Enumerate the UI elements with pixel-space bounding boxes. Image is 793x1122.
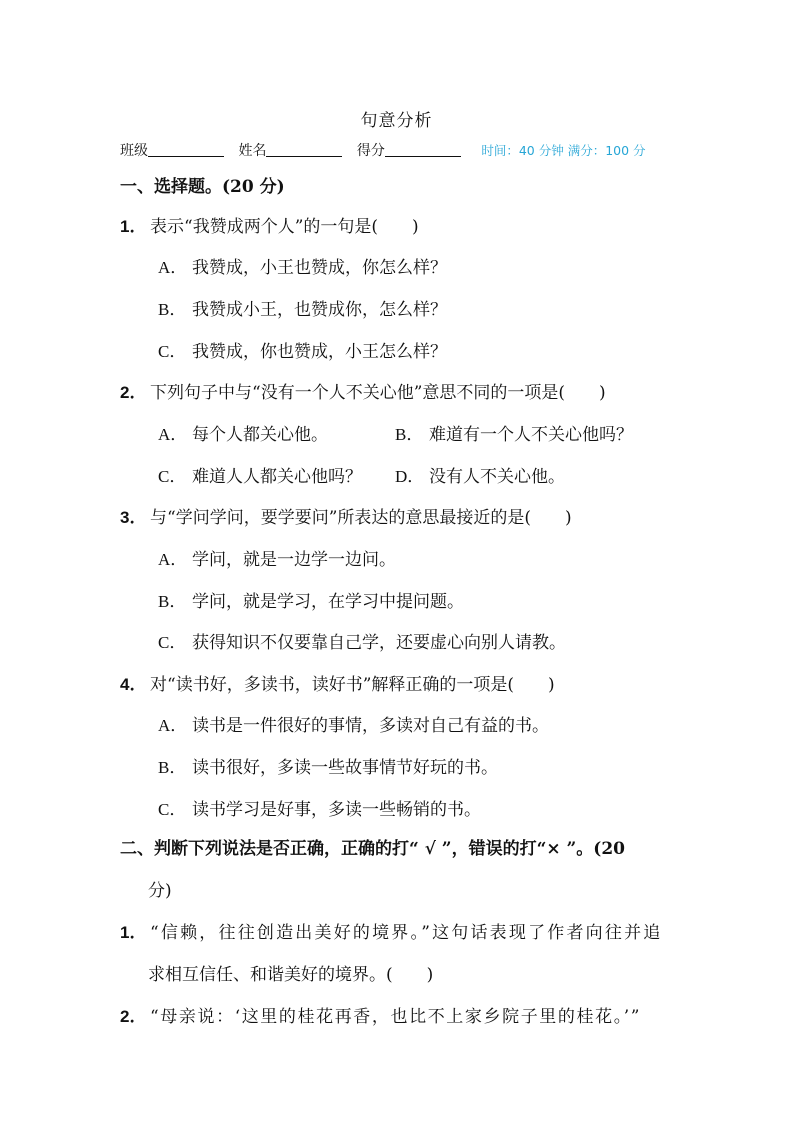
student-info-line (120, 140, 680, 162)
option-label: B． (395, 425, 424, 444)
question (120, 503, 572, 528)
class-blank[interactable] (148, 141, 224, 157)
name-blank[interactable] (266, 141, 342, 157)
name-label: 姓名 (238, 143, 267, 159)
question-number: 2． (120, 383, 147, 402)
question-text: 与“学问学问，要学要问”所表达的意思最接近的是( ) (150, 508, 572, 528)
question-text: “母亲说：‘这里的桂花再香，也比不上家乡院子里的桂花。’” (150, 1007, 642, 1027)
option-label: A． (158, 258, 188, 277)
option-text: 获得知识不仅要靠自己学，还要虚心向别人请教。 (192, 633, 566, 653)
time-score-meta: 时间：40 分钟 满分：100 分 (481, 143, 646, 158)
option[interactable] (158, 628, 566, 653)
option[interactable] (158, 420, 328, 445)
option-label: C． (158, 633, 187, 652)
option-label: B． (158, 300, 187, 319)
option-label: C． (158, 800, 187, 819)
question-number: 2． (120, 1007, 147, 1026)
question-number: 4． (120, 675, 147, 694)
option-label: D． (395, 467, 425, 486)
option-text: 我赞成小王，也赞成你，怎么样？ (192, 300, 447, 320)
question (120, 212, 419, 237)
judgement-question (120, 918, 662, 943)
option[interactable] (158, 462, 362, 487)
question-number: 3． (120, 508, 147, 527)
option-label: B． (158, 758, 187, 777)
option[interactable] (158, 253, 447, 278)
question-number: 1． (120, 923, 147, 942)
question-text-continued: 求相互信任、和谐美好的境界。( ) (148, 965, 434, 985)
option[interactable] (158, 711, 549, 736)
option-label: C． (158, 467, 187, 486)
option[interactable] (158, 753, 498, 778)
question-number: 1． (120, 217, 147, 236)
class-label: 班级 (120, 143, 148, 159)
option-label: C． (158, 342, 187, 361)
option[interactable] (158, 795, 481, 820)
option-text: 每个人都关心他。 (192, 425, 328, 445)
option-text: 读书是一件很好的事情，多读对自己有益的书。 (192, 716, 549, 736)
judgement-question (120, 1002, 641, 1027)
option-text: 我赞成，你也赞成，小王怎么样？ (192, 342, 447, 362)
option-text: 读书很好，多读一些故事情节好玩的书。 (192, 758, 498, 778)
option-text: 难道有一个人不关心他吗？ (429, 425, 633, 445)
question-text: “信赖，往往创造出美好的境界。”这句话表现了作者向往并追 (150, 923, 663, 943)
option-label: A． (158, 425, 188, 444)
option-label: B． (158, 592, 187, 611)
section-heading: 二、判断下列说法是否正确，正确的打“ √ ”，错误的打“× ”。(20 (120, 839, 625, 859)
option[interactable] (158, 337, 447, 362)
page-title: 句意分析 (360, 111, 433, 131)
score-blank[interactable] (385, 141, 461, 157)
option-text: 学问，就是一边学一边问。 (192, 550, 396, 570)
score-label: 得分 (356, 143, 385, 159)
option-label: A． (158, 550, 188, 569)
option[interactable] (158, 545, 396, 570)
option-text: 没有人不关心他。 (429, 467, 565, 487)
question-text: 下列句子中与“没有一个人不关心他”意思不同的一项是( ) (150, 383, 606, 403)
option-label: A． (158, 716, 188, 735)
question-text: 对“读书好，多读书，读好书”解释正确的一项是( ) (150, 675, 555, 695)
section-heading-continued: 分) (148, 881, 172, 901)
option[interactable] (395, 420, 633, 445)
option-text: 学问，就是学习，在学习中提问题。 (192, 592, 464, 612)
question (120, 670, 555, 695)
option-text: 读书学习是好事，多读一些畅销的书。 (192, 800, 481, 820)
option[interactable] (158, 295, 447, 320)
option[interactable] (158, 587, 464, 612)
question-text: 表示“我赞成两个人”的一句是( ) (150, 217, 419, 237)
question (120, 378, 606, 403)
option[interactable] (395, 462, 565, 487)
option-text: 我赞成，小王也赞成，你怎么样？ (192, 258, 447, 278)
section-heading: 一、选择题。(20 分) (120, 177, 285, 197)
option-text: 难道人人都关心他吗？ (192, 467, 362, 487)
